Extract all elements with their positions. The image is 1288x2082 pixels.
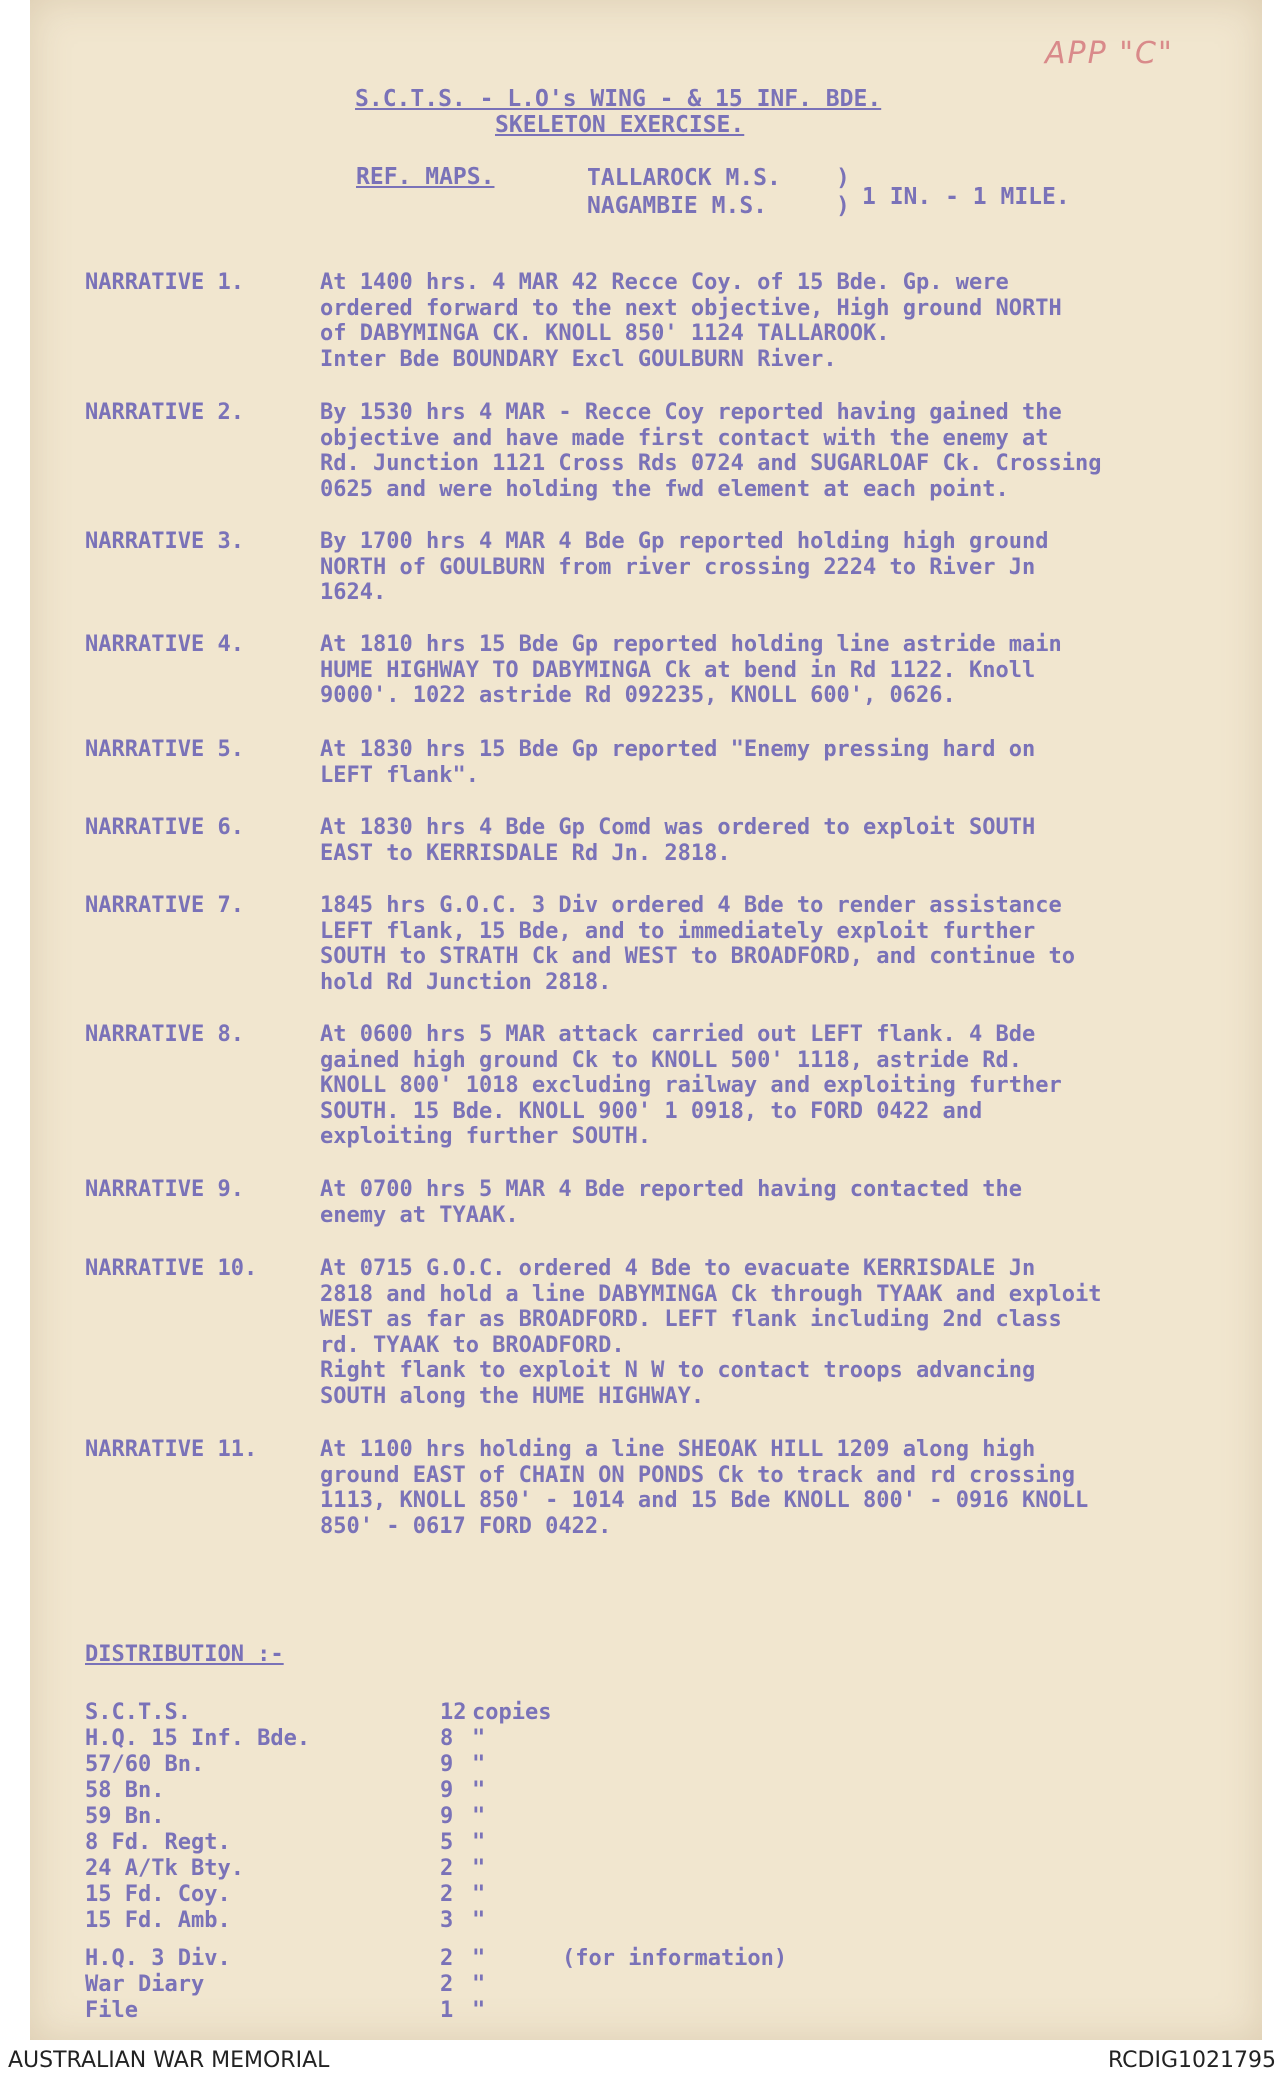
distribution-count: 9 [440, 1804, 454, 1829]
distribution-copies: " [472, 1778, 486, 1803]
distribution-unit: S.C.T.S. [85, 1700, 191, 1725]
document-title: S.C.T.S. - L.O's WING - & 15 INF. BDE. [355, 86, 882, 112]
distribution-title: DISTRIBUTION :- [85, 1642, 284, 1667]
distribution-unit: H.Q. 15 Inf. Bde. [85, 1726, 311, 1751]
narrative-text: 1845 hrs G.O.C. 3 Div ordered 4 Bde to render assistance LEFT flank, 15 Bde, and to immediately exploit further SOUTH to STRATH Ck and WEST to BROADFORD, and continue to hold Rd Junction 2818. [320, 893, 1075, 995]
distribution-copies: " [472, 1830, 486, 1855]
distribution-copies: " [472, 1752, 486, 1777]
distribution-unit: 57/60 Bn. [85, 1752, 205, 1777]
distribution-count: 9 [440, 1778, 454, 1803]
distribution-row [0, 1946, 1288, 1972]
narrative-label: NARRATIVE 10. [85, 1256, 258, 1281]
distribution-row [0, 1856, 1288, 1882]
narrative-text: At 1100 hrs holding a line SHEOAK HILL 1209 along high ground EAST of CHAIN ON PONDS Ck to track and rd crossing 1113, KNOLL 850' - 1014 and 15 Bde KNOLL 800' - 0916 KNOLL 850' - 0617 FORD 0422. [320, 1437, 1089, 1539]
distribution-unit: File [85, 1998, 138, 2023]
distribution-count: 1 [440, 1998, 454, 2023]
maps-brace: ) ) [836, 165, 850, 219]
narrative-label: NARRATIVE 9. [85, 1177, 244, 1202]
narrative-text: At 0700 hrs 5 MAR 4 Bde reported having contacted the enemy at TYAAK. [320, 1177, 1022, 1228]
document-subtitle: SKELETON EXERCISE. [495, 112, 745, 138]
distribution-copies: " [472, 1726, 486, 1751]
narrative-label: NARRATIVE 3. [85, 529, 244, 554]
distribution-unit: 15 Fd. Amb. [85, 1908, 231, 1933]
distribution-count: 2 [440, 1972, 454, 1997]
distribution-count: 5 [440, 1830, 454, 1855]
distribution-row [0, 1778, 1288, 1804]
distribution-copies: " [472, 1972, 486, 1997]
map-scale: 1 IN. - 1 MILE. [862, 184, 1070, 210]
distribution-copies: " [472, 1804, 486, 1829]
distribution-row [0, 1752, 1288, 1778]
distribution-count: 2 [440, 1946, 454, 1971]
narrative-text: At 1830 hrs 15 Bde Gp reported "Enemy pressing hard on LEFT flank". [320, 737, 1036, 788]
map-name: NAGAMBIE M.S. [587, 193, 768, 219]
distribution-row [0, 1804, 1288, 1830]
distribution-copies: copies [472, 1700, 552, 1725]
distribution-copies: " [472, 1946, 486, 1971]
distribution-row [0, 1726, 1288, 1752]
narrative-label: NARRATIVE 8. [85, 1022, 244, 1047]
distribution-count: 8 [440, 1726, 454, 1751]
narrative-text: At 1400 hrs. 4 MAR 42 Recce Coy. of 15 Bde. Gp. were ordered forward to the next objective, High ground NORTH of DABYMINGA CK. KNOLL 850' 1124 TALLAROOK. Inter Bde BOUNDARY Excl GOULBURN River. [320, 270, 1062, 372]
distribution-count: 2 [440, 1882, 454, 1907]
distribution-copies: " [472, 1998, 486, 2023]
distribution-row [0, 1998, 1288, 2024]
narrative-label: NARRATIVE 6. [85, 815, 244, 840]
distribution-count: 12 [440, 1700, 467, 1725]
narrative-text: At 1830 hrs 4 Bde Gp Comd was ordered to exploit SOUTH EAST to KERRISDALE Rd Jn. 2818. [320, 815, 1036, 866]
distribution-count: 9 [440, 1752, 454, 1777]
distribution-note: (for information) [562, 1946, 788, 1971]
narrative-text: By 1700 hrs 4 MAR 4 Bde Gp reported holding high ground NORTH of GOULBURN from river crossing 2224 to River Jn 1624. [320, 529, 1049, 605]
narrative-text: At 1810 hrs 15 Bde Gp reported holding line astride main HUME HIGHWAY TO DABYMINGA Ck at bend in Rd 1122. Knoll 9000'. 1022 astride Rd 092235, KNOLL 600', 0626. [320, 632, 1062, 708]
map-name: TALLAROCK M.S. [587, 165, 781, 191]
narrative-label: NARRATIVE 4. [85, 632, 244, 657]
distribution-count: 3 [440, 1908, 454, 1933]
narrative-text: By 1530 hrs 4 MAR - Recce Coy reported having gained the objective and have made first contact with the enemy at Rd. Junction 1121 Cross Rds 0724 and SUGARLOAF Ck. Crossing 0625 and were holding the fwd element at each point. [320, 400, 1102, 502]
distribution-row [0, 1830, 1288, 1856]
narrative-label: NARRATIVE 1. [85, 270, 244, 295]
narrative-label: NARRATIVE 7. [85, 893, 244, 918]
narrative-text: At 0600 hrs 5 MAR attack carried out LEFT flank. 4 Bde gained high ground Ck to KNOLL 500' 1118, astride Rd. KNOLL 800' 1018 excluding railway and exploiting further SOUTH. 15 Bde. KNOLL 900' 1 0918, to FORD 0422 and exploiting further SOUTH. [320, 1022, 1062, 1149]
distribution-unit: 24 A/Tk Bty. [85, 1856, 244, 1881]
narrative-label: NARRATIVE 5. [85, 737, 244, 762]
distribution-unit: 15 Fd. Coy. [85, 1882, 231, 1907]
distribution-copies: " [472, 1882, 486, 1907]
narrative-label: NARRATIVE 2. [85, 400, 244, 425]
distribution-unit: 8 Fd. Regt. [85, 1830, 231, 1855]
distribution-copies: " [472, 1908, 486, 1933]
distribution-copies: " [472, 1856, 486, 1881]
ref-maps-label: REF. MAPS. [356, 164, 495, 190]
narrative-label: NARRATIVE 11. [85, 1437, 258, 1462]
distribution-row [0, 1882, 1288, 1908]
distribution-count: 2 [440, 1856, 454, 1881]
distribution-row [0, 1700, 1288, 1726]
margin-annotation: APP "C" [1045, 36, 1174, 71]
archive-id: RCDIG1021795 [1107, 2048, 1276, 2073]
distribution-row [0, 1908, 1288, 1934]
archive-credit: AUSTRALIAN WAR MEMORIAL [8, 2048, 330, 2073]
ref-maps-list [587, 164, 781, 220]
distribution-unit: 58 Bn. [85, 1778, 165, 1803]
distribution-row [0, 1972, 1288, 1998]
distribution-unit: War Diary [85, 1972, 205, 1997]
distribution-unit: H.Q. 3 Div. [85, 1946, 231, 1971]
narrative-text: At 0715 G.O.C. ordered 4 Bde to evacuate KERRISDALE Jn 2818 and hold a line DABYMINGA Ck through TYAAK and exploit WEST as far as BROADFORD. LEFT flank including 2nd class rd. TYAAK to BROADFORD. Right flank to exploit N W to contact troops advancing SOUTH along the HUME HIGHWAY. [320, 1256, 1102, 1409]
distribution-unit: 59 Bn. [85, 1804, 165, 1829]
